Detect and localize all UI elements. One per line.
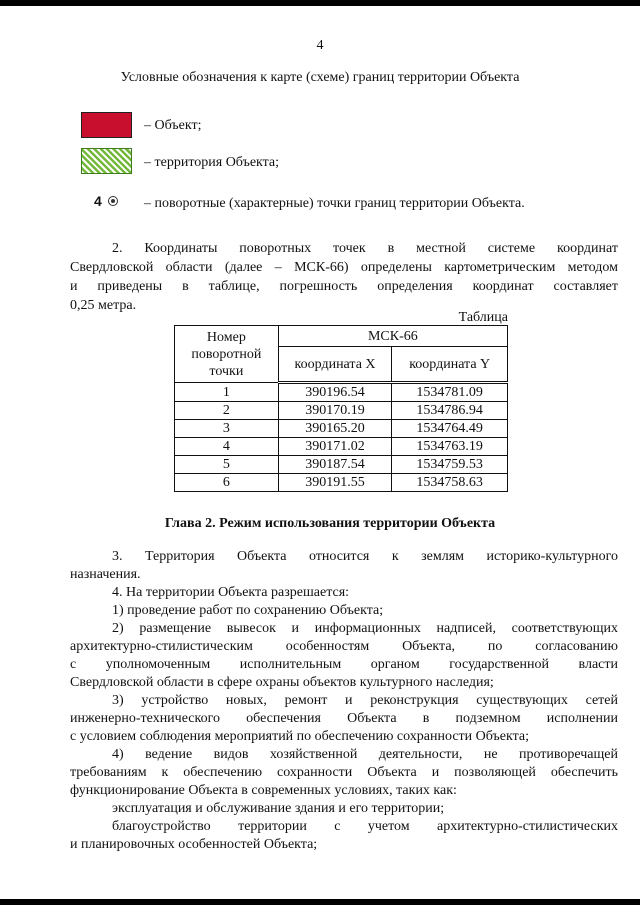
chapter-line: 1) проведение работ по сохранению Объекта;: [112, 603, 384, 618]
header-x: координата X: [278, 347, 392, 383]
legend-title: Условные обозначения к карте (схеме) границ территории Объекта: [120, 70, 520, 85]
scan-top-edge: [0, 0, 640, 6]
chapter-line: эксплуатация и обслуживание здания и его территории;: [112, 801, 445, 816]
table-row: 3 390165.20 1534764.49: [175, 420, 508, 438]
chapter-line: 4. На территории Объекта разрешается:: [112, 585, 350, 600]
object-swatch: [81, 112, 132, 138]
page-number: 4: [316, 38, 324, 53]
chapter-line: 3. Территория Объекта относится к землям историко-культурного: [112, 549, 618, 564]
chapter-title: Глава 2. Режим использования территории Объекта: [164, 516, 496, 531]
chapter-line: благоустройство территории с учетом архитектурно-стилистических: [112, 819, 618, 834]
table-row: 6 390191.55 1534758.63: [175, 474, 508, 492]
header-system: МСК-66: [278, 326, 507, 347]
chapter-line: с уполномоченным исполнительным органом государственной власти: [70, 657, 618, 672]
scan-bottom-edge: [0, 899, 640, 905]
paragraph-2-line-3: и приведены в таблице, погрешность определения координат составляет: [70, 279, 618, 294]
table-caption: Таблица: [458, 310, 508, 325]
chapter-line: инженерно-технического обеспечения Объекта в подземном исполнении: [70, 711, 618, 726]
table-row: 1 390196.54 1534781.09: [175, 383, 508, 402]
legend-object-text: – Объект;: [144, 118, 202, 133]
paragraph-2-line-2: Свердловской области (далее – МСК-66) определены картометрическим методом: [70, 260, 618, 275]
header-y: координата Y: [392, 347, 508, 383]
chapter-line: 2) размещение вывесок и информационных надписей, соответствующих: [112, 621, 618, 636]
point-marker-label: 4: [94, 193, 102, 209]
chapter-line: 3) устройство новых, ремонт и реконструкция существующих сетей: [112, 693, 618, 708]
paragraph-2-line-1: 2. Координаты поворотных точек в местной системе координат: [112, 241, 618, 256]
chapter-line: назначения.: [70, 567, 141, 582]
point-marker-icon: [108, 196, 118, 206]
chapter-line: требованиям к обеспечению сохранности Объекта и позволяющей обеспечить: [70, 765, 618, 780]
legend-territory-text: – территория Объекта;: [144, 155, 280, 170]
chapter-line: архитектурно-стилистическим особенностям Объекта, по согласованию: [70, 639, 618, 654]
territory-swatch: [81, 148, 132, 174]
table-row: 4 390171.02 1534763.19: [175, 438, 508, 456]
chapter-line: функционирование Объекта в современных условиях, таких как:: [70, 783, 457, 798]
chapter-line: 4) ведение видов хозяйственной деятельности, не противоречащей: [112, 747, 618, 762]
paragraph-2-line-4: 0,25 метра.: [70, 298, 137, 313]
header-point-number: Номер поворотной точки: [175, 326, 279, 383]
legend-points-text: – поворотные (характерные) точки границ территории Объекта.: [144, 196, 525, 211]
coordinates-table: [174, 325, 508, 492]
table-row: 2 390170.19 1534786.94: [175, 402, 508, 420]
chapter-line: и планировочных особенностей Объекта;: [70, 837, 318, 852]
chapter-line: Свердловской области в сфере охраны объектов культурного наследия;: [70, 675, 494, 690]
table-row: 5 390187.54 1534759.53: [175, 456, 508, 474]
chapter-line: с условием соблюдения мероприятий по обеспечению сохранности Объекта;: [70, 729, 530, 744]
